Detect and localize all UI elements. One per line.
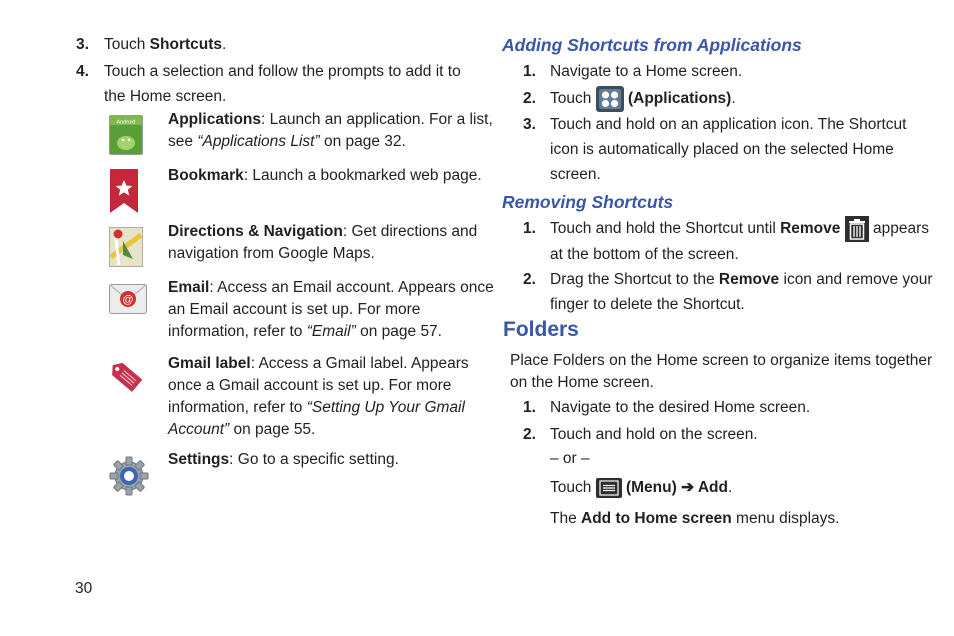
settings-description: Settings: Go to a specific setting. bbox=[168, 451, 399, 468]
step-number: 2. bbox=[523, 90, 536, 107]
svg-text:Android: Android bbox=[116, 119, 136, 126]
step-number: 2. bbox=[523, 271, 536, 288]
folders-step-2-text: Touch and hold on the screen. bbox=[550, 426, 758, 443]
removing-step-1-text: Touch and hold the Shortcut until Remove appears at the bottom of the screen. bbox=[550, 216, 929, 267]
adding-step-2-text: Touch (Applications). bbox=[550, 86, 736, 112]
step-4-text: Touch a selection and follow the prompts to add it to the Home screen. bbox=[104, 63, 461, 105]
adding-step-3-text: Touch and hold on an application icon. The Shortcut icon is automatically placed on the selected Home screen. bbox=[550, 116, 907, 183]
directions-navigation-icon bbox=[109, 227, 143, 267]
bookmark-description: Bookmark: Launch a bookmarked web page. bbox=[168, 167, 482, 184]
folders-result-text: The Add to Home screen menu displays. bbox=[550, 510, 840, 527]
section-heading-removing-shortcuts: Removing Shortcuts bbox=[502, 192, 674, 212]
folders-intro: Place Folders on the Home screen to organize items together on the Home screen. bbox=[510, 352, 933, 391]
step-number: 2. bbox=[523, 426, 536, 443]
step-number: 4. bbox=[76, 63, 89, 80]
svg-text:@: @ bbox=[122, 294, 134, 306]
menu-icon bbox=[596, 478, 622, 498]
applications-grid-icon bbox=[596, 86, 624, 112]
trash-icon bbox=[845, 216, 869, 242]
section-heading-adding-shortcuts: Adding Shortcuts from Applications bbox=[502, 35, 802, 55]
directions-navigation-description: Directions & Navigation: Get directions and navigation from Google Maps. bbox=[168, 223, 478, 262]
gmail-label-description: Gmail label: Access a Gmail label. Appears once a Gmail account is set up. For more information, refer to “Setting Up Your Gmail Account” on page 55. bbox=[168, 355, 469, 438]
email-icon bbox=[109, 284, 147, 314]
page-number: 30 bbox=[75, 580, 93, 597]
or-separator: – or – bbox=[550, 450, 590, 467]
step-number: 3. bbox=[76, 36, 89, 53]
step-3-text: Touch Shortcuts. bbox=[104, 36, 227, 53]
bookmark-icon bbox=[110, 169, 138, 213]
removing-step-2-text: Drag the Shortcut to the Remove icon and remove your finger to delete the Shortcut. bbox=[550, 271, 933, 313]
step-number: 1. bbox=[523, 63, 536, 80]
email-description: Email: Access an Email account. Appears once an Email account is set up. For more information, refer to “Email” on page 57. bbox=[168, 279, 494, 340]
applications-description: Applications: Launch an application. For a list, see “Applications List” on page 32. bbox=[168, 111, 493, 150]
gmail-label-icon bbox=[108, 358, 148, 398]
section-heading-folders: Folders bbox=[503, 318, 579, 341]
step-number: 3. bbox=[523, 116, 536, 133]
settings-gear-icon bbox=[109, 456, 149, 496]
folders-menu-add-text: Touch (Menu) ➔ Add. bbox=[550, 479, 733, 496]
applications-icon bbox=[109, 115, 143, 155]
step-number: 1. bbox=[523, 220, 536, 237]
adding-step-1-text: Navigate to a Home screen. bbox=[550, 63, 743, 80]
step-number: 1. bbox=[523, 399, 536, 416]
folders-step-1-text: Navigate to the desired Home screen. bbox=[550, 399, 811, 416]
